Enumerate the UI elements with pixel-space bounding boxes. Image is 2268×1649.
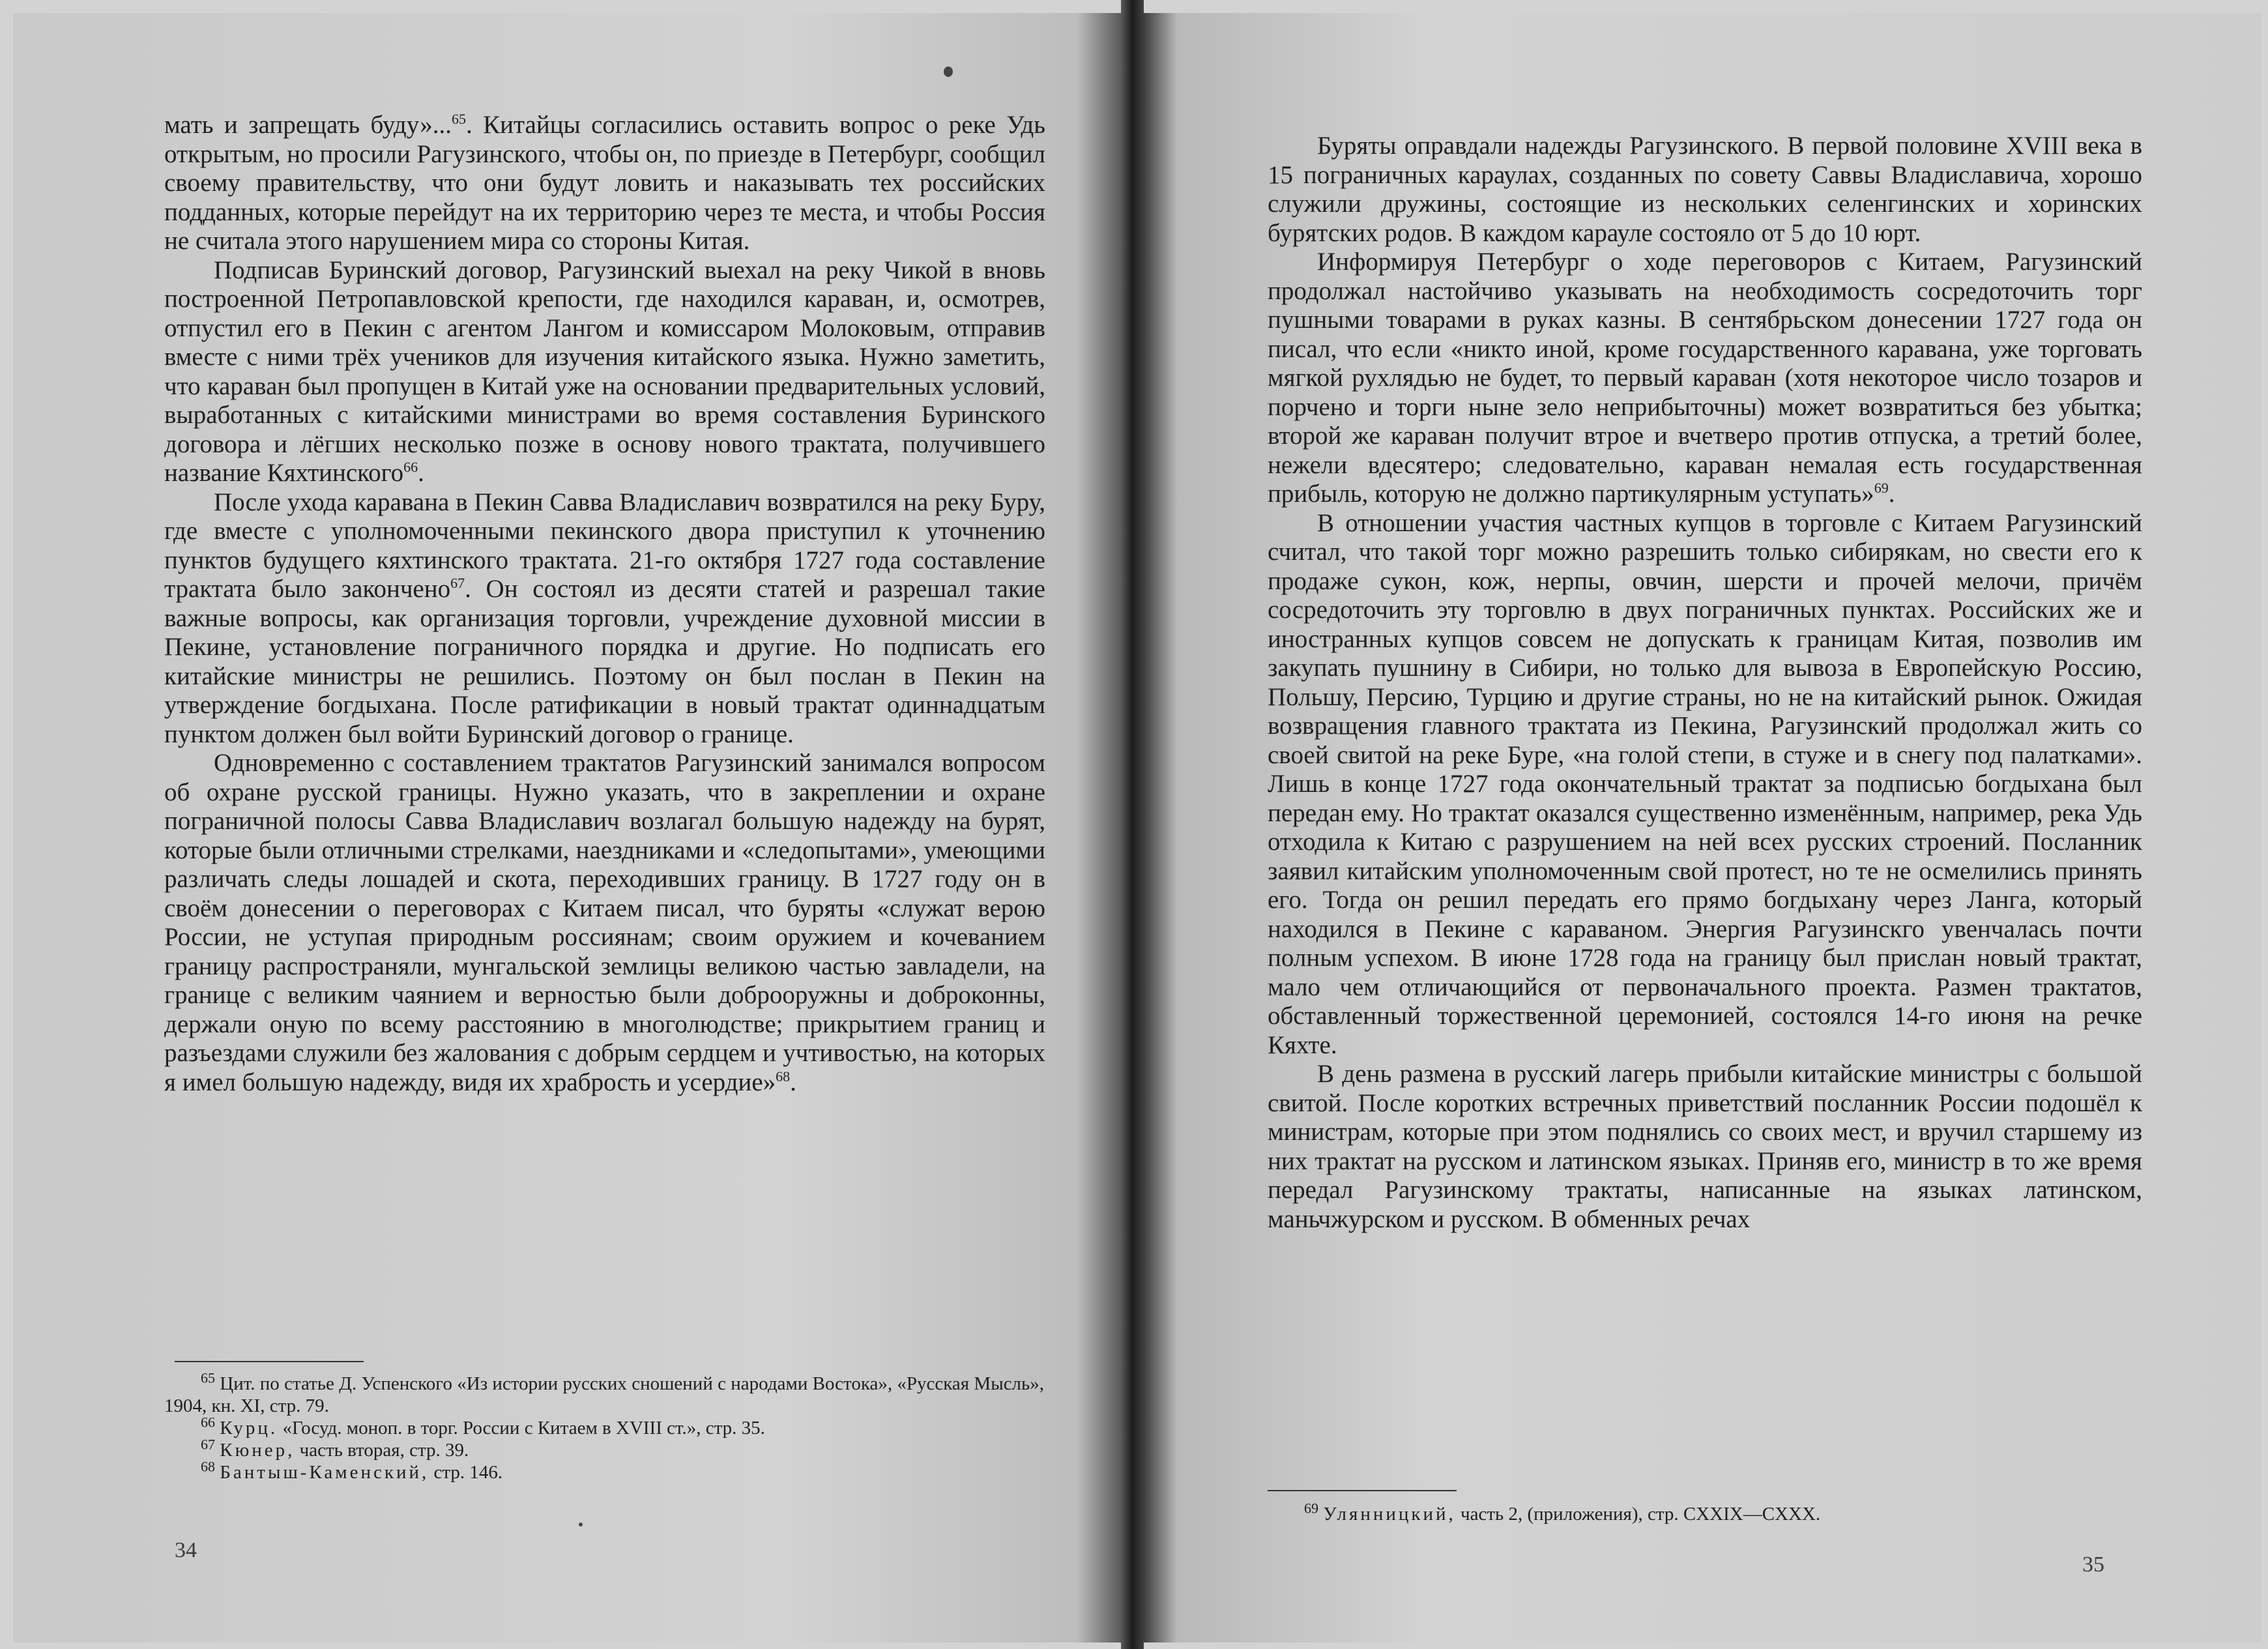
- paragraph: Одновременно с составлением трактатов Рагузинский занимался вопросом об охране русской границы. Нужно указать, что в закреплении и охране пограничной полосы Савва Владиславич возлагал большую надежду на бурят, которые были отличными стрелками, наездниками и «следопытами», умеющими различать следы лошадей и скота, переходивших границу. В 1727 году он в своём донесении о переговорах с Китаем писал, что буряты «служат верою России, не уступая природным россиянам; своим оружием и кочеванием границу распространяли, мунгальской землицы великою частью завладели, на границе с великим чаянием и верностью были доброоружны и доброконны, держали оную по всему расстоянию в многолюдстве; прикрытием границ и разъездами служили без жалования с добрым сердцем и учтивостью, на которых я имел большую надежду, видя их храбрость и усердие»$^{68}$.: [164, 749, 1045, 1096]
- footnote: $^{65}$ Цит. по статье Д. Успенского «Из истории русских сношений с народами Востока», «Русская Мысль», 1904, кн. XI, стр. 79.: [164, 1369, 1045, 1416]
- ink-speck: [944, 66, 953, 77]
- right-body-text: [1268, 132, 2142, 1234]
- footnote-ref: 66: [403, 459, 418, 475]
- footnote: $^{66}$ Курц. «Госуд. моноп. в торг. России с Китаем в XVIII ст.», стр. 35.: [201, 1414, 765, 1438]
- right-footnotes: [1268, 1500, 2142, 1525]
- ink-speck: [579, 1523, 583, 1526]
- paragraph: мать и запрещать буду»...$^{65}$. Китайцы согласились оставить вопрос о реке Удь открытым, но просили Рагузинского, чтобы он, по приезде в Петербург, сообщил своему правительству, что они будут ловить и наказывать тех российских подданных, которые перейдут на их территорию через те места, и чтобы Россия не считала этого нарушением мира со стороны Китая.: [164, 111, 1045, 255]
- footnote-ref: 65: [452, 111, 466, 127]
- paragraph: Информируя Петербург о ходе переговоров с Китаем, Рагузинский продолжал настойчиво указывать на необходимость сосредоточить торг пушными товарами в руках казны. В сентябрьском донесении 1727 года он писал, что если «никто иной, кроме государственного каравана, уже торговать мягкой рухлядью не будет, то первый караван (хотя некоторое число тозаров и порчено и торги ныне зело неприбыточны) может возвратиться без убытка; второй же караван получит втрое и вчетверо против отпуска, а третий более, нежели вдесятеро; следовательно, караван немалая есть государственная прибыль, которую не должно партикулярным уступать»$^{69}$.: [1268, 248, 2142, 508]
- paragraph: После ухода каравана в Пекин Савва Владиславич возвратился на реку Буру, где вместе с уполномоченными пекинского двора приступил к уточнению пунктов будущего кяхтинского трактата. 21-го октября 1727 года составление трактата было закончено$^{67}$. Он состоял из десяти статей и разрешал такие важные вопросы, как организация торговли, учреждение духовной миссии в Пекине, установление пограничного порядка и другие. Но подписать его китайские министры не решились. Поэтому он был послан в Пекин на утверждение богдыхана. После ратификации в новый трактат одиннадцатым пунктом должен был войти Буринский договор о границе.: [164, 488, 1045, 748]
- footnote: $^{69}$ Улянницкий, часть 2, (приложения), стр. CXXIX—CXXX.: [1304, 1500, 1821, 1525]
- footnote-rule: [1268, 1490, 1457, 1491]
- page-number: 35: [2082, 1553, 2104, 1577]
- left-page: [13, 13, 1121, 1642]
- left-footnotes: [164, 1369, 1045, 1483]
- footnote-ref: 68: [776, 1068, 791, 1085]
- left-body-text: [164, 111, 1045, 1097]
- paragraph: В день размена в русский лагерь прибыли китайские министры с большой свитой. После коротких встречных приветствий посланник России подошёл к министрам, которые при этом поднялись со своих мест, и вручил старшему из них трактат на русском и латинском языках. Приняв его, министр в то же время передал Рагузинскому трактаты, написанные на языках латинском, маньчжурском и русском. В обменных речах: [1268, 1060, 2142, 1233]
- paragraph: Подписав Буринский договор, Рагузинский выехал на реку Чикой в вновь построенной Петропавловской крепости, где находился караван, и, осмотрев, отпустил его в Пекин с агентом Лангом и комиссаром Молоковым, отправив вместе с ними трёх учеников для изучения китайского языка. Нужно заметить, что караван был пропущен в Китай уже на основании предварительных условий, выработанных с китайскими министрами во время составления Буринского договора и лёгших несколько позже в основу нового трактата, получившего название Кяхтинского$^{66}$.: [164, 255, 1045, 487]
- footnote-rule: [175, 1361, 364, 1362]
- right-page: [1144, 13, 2261, 1642]
- page-number: 34: [175, 1538, 197, 1562]
- book-gutter: [1121, 0, 1144, 1649]
- footnote-ref: 69: [1874, 480, 1889, 496]
- footnote-ref: 67: [450, 575, 465, 591]
- paragraph: В отношении участия частных купцов в торговле с Китаем Рагузинский считал, что такой торг можно разрешить только сибирякам, но свести его к продаже сукон, кож, нерпы, овчин, шерсти и прочей мелочи, причём сосредоточить эту торговлю в двух пограничных пунктах. Российских же и иностранных купцов совсем не допускать к границам Китая, позволив им закупать пушнину в Сибири, но только для вывоза в Европейскую Россию, Польшу, Персию, Турцию и другие страны, но не на китайский рынок. Ожидая возвращения главного трактата из Пекина, Рагузинский продолжал жить со своей свитой на реке Буре, «на голой степи, в стуже и в снегу под палатками». Лишь в конце 1727 года окончательный трактат за подписью богдыхана был передан ему. Но трактат оказался существенно изменённым, например, река Удь отходила к Китаю с разрушением на ней всех русских строений. Посланник заявил китайским уполномоченным свой протест, но те не осмелились принять его. Тогда он решил передать его прямо богдыхану через Ланга, который находился в Пекине с караваном. Энергия Рагузинскго увенчалась почти полным успехом. В июне 1728 года на границу был прислан новый трактат, мало чем отличающийся от первоначального проекта. Размен трактатов, обставленный торжественной церемонией, состоялся 14-го июня на речке Кяхте.: [1268, 508, 2142, 1059]
- paragraph: Буряты оправдали надежды Рагузинского. В первой половине XVIII века в 15 пограничных караулах, созданных по совету Саввы Владиславича, хорошо служили дружины, состоящие из нескольких селенгинских и хоринских бурятских родов. В каждом карауле состояло от 5 до 10 юрт.: [1268, 132, 2142, 247]
- footnote: $^{67}$ Кюнер, часть вторая, стр. 39.: [201, 1436, 469, 1461]
- footnote: $^{68}$ Бантыш-Каменский, стр. 146.: [201, 1458, 503, 1483]
